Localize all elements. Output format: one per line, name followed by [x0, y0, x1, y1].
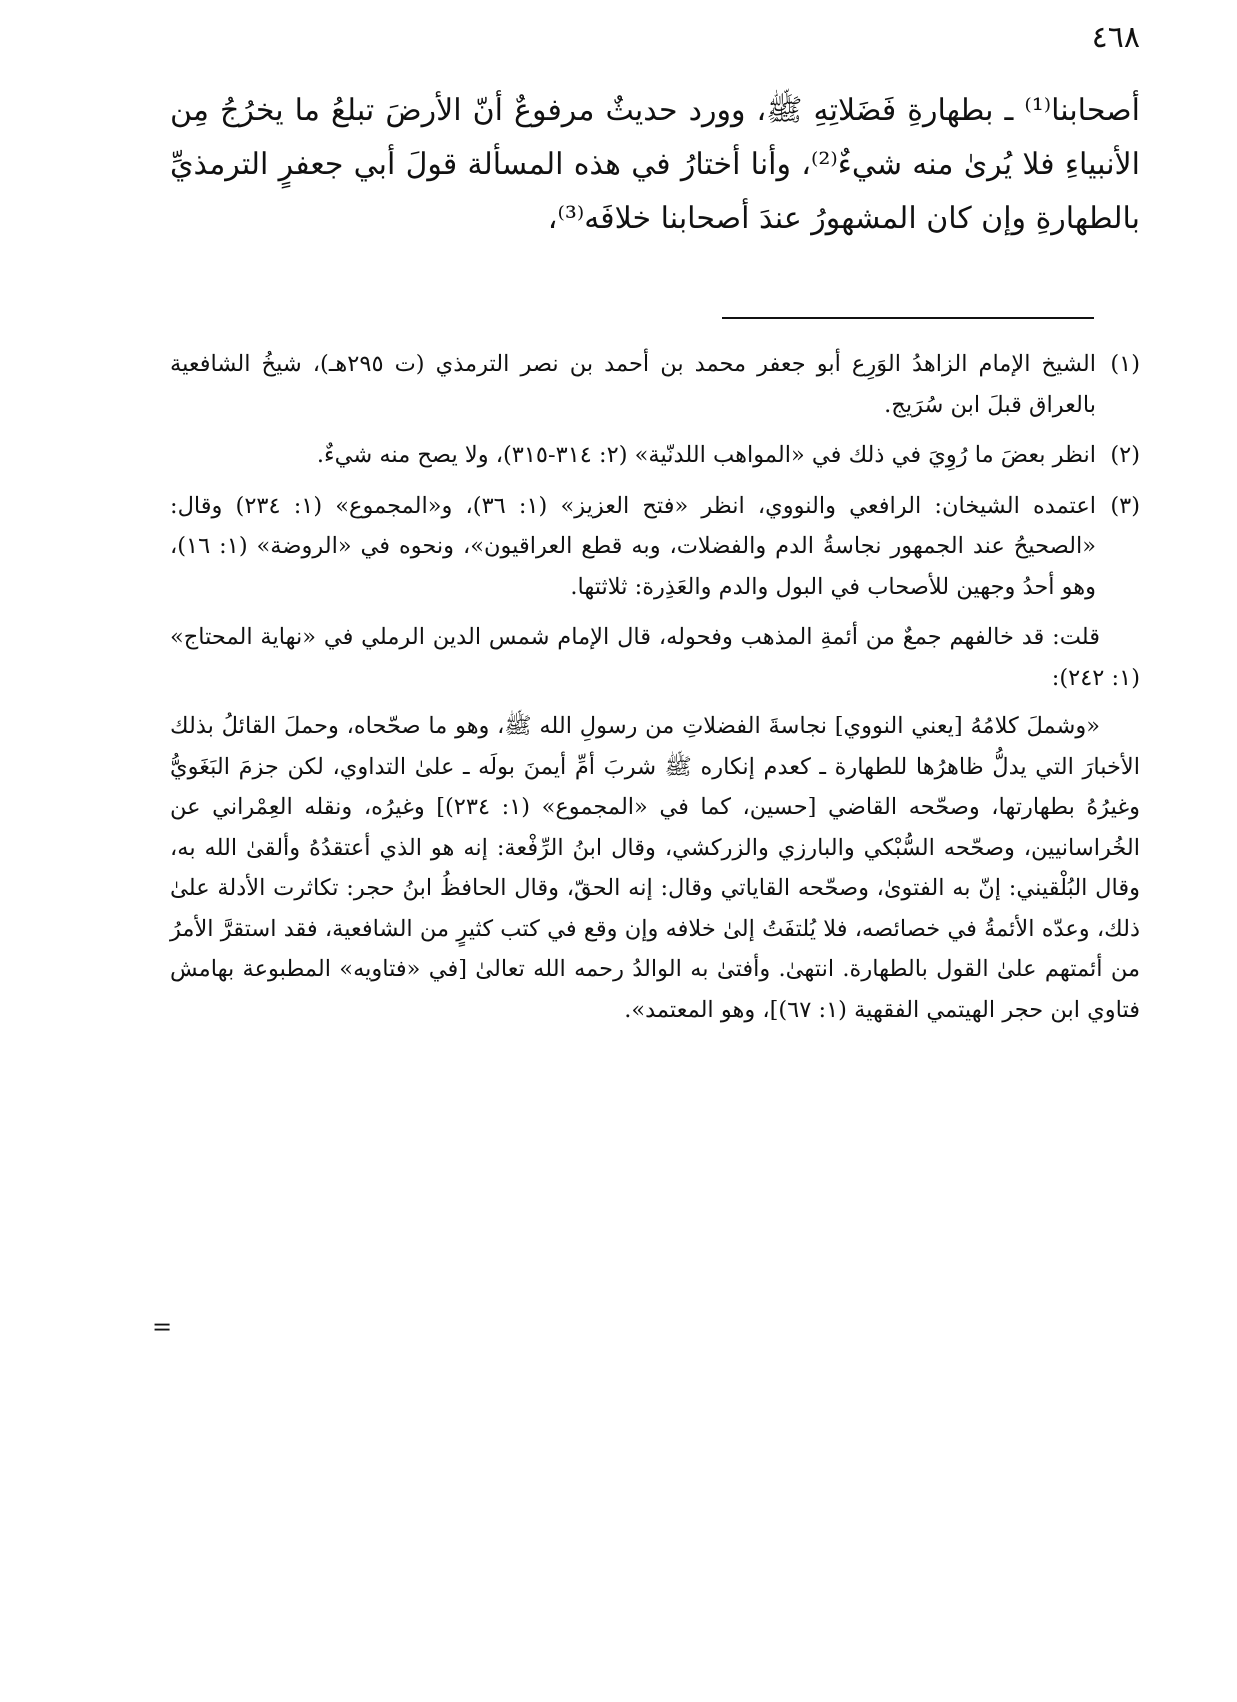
footnote-3-quotation: «وشملَ كلامُهُ [يعني النووي] نجاسةَ الفضلاتِ من رسولِ الله ﷺ، وهو ما صحّحاه، وحملَ القائلُ بذلك الأخبارَ التي يدلُّ ظاهرُها للطهارة ـ كعدم إنكاره ﷺ شربَ أمِّ أيمنَ بولَه ـ علىٰ التداوي، لكن جزمَ البَغَويُّ وغيرُهُ بطهارتها، وصحّحه القاضي [حسين، كما في «المجموع» (١: ٢٣٤)] وغيرُه، ونقله العِمْراني عن الخُراسانيين، وصحّحه السُّبْكي والبارزي والزركشي، وقال ابنُ الرِّفْعة: إنه هو الذي أعتقدُهُ وألقىٰ الله به، وقال البُلْقيني: إنّ به الفتوىٰ، وصحّحه القاياتي وقال: إنه الحقّ، وقال الحافظُ ابنُ حجر: تكاثرت الأدلة علىٰ ذلك، وعدّه الأئمةُ في خصائصه، فلا يُلتفَتُ إلىٰ خلافه وإن وقع في كتب كثيرٍ من الشافعية، فقد استقرَّ الأمرُ من أئمتهم علىٰ القول بالطهارة. انتهىٰ. وأفتىٰ به الوالدُ رحمه الله تعالىٰ [في «فتاويه» المطبوعة بهامش فتاوي ابن حجر الهيتمي الفقهية (١: ٦٧)]، وهو المعتمد».: [170, 713, 1141, 1023]
main-paragraph: أصحابنا⁽¹⁾ ـ بطهارةِ فَضَلاتِهِ ﷺ، وورد حديثٌ مرفوعٌ أنّ الأرضَ تبلعُ ما يخرُجُ مِن الأنبياءِ فلا يُرىٰ منه شيءٌ⁽²⁾، وأنا أختارُ في هذه المسألة قولَ أبي جعفرٍ الترمذيِّ بالطهارةِ وإن كان المشهورُ عندَ أصحابنا خلافَه⁽³⁾،: [170, 93, 1140, 236]
footnote-number: (١): [1110, 351, 1140, 377]
footnote-number: (٣): [1110, 492, 1140, 519]
footnote-1: [170, 344, 1140, 425]
continuation-mark: =: [152, 1313, 173, 1341]
footnote-separator-rule: [722, 317, 1094, 319]
footnote-2: [170, 435, 1140, 476]
footnotes-section: [170, 344, 1140, 1038]
page-number: ٤٦٨: [1091, 20, 1140, 55]
footnote-3-paragraph-qult: قلت: قد خالفهم جمعٌ من أئمةِ المذهب وفحوله، قال الإمام شمس الدين الرملي في «نهاية المحتاج» (١: ٢٤٢):: [170, 624, 1140, 691]
footnote-3: [170, 486, 1140, 608]
footnote-text: انظر بعضَ ما رُوِيَ في ذلك في «المواهب اللدنّية» (٢: ٣١٤-٣١٥)، ولا يصح منه شيءٌ.: [316, 442, 1096, 468]
footnote-text: الشيخ الإمام الزاهدُ الوَرِع أبو جعفر محمد بن أحمد بن نصر الترمذي (ت ٢٩٥هـ)، شيخُ الشافعية بالعراق قبلَ ابن سُرَيج.: [170, 351, 1096, 418]
footnote-text: اعتمده الشيخان: الرافعي والنووي، انظر «فتح العزيز» (١: ٣٦)، و«المجموع» (١: ٢٣٤) وقال: «الصحيحُ عند الجمهور نجاسةُ الدم والفضلات، وبه قطع العراقيون»، ونحوه في «الروضة» (١: ١٦)، وهو أحدُ وجهين للأصحاب في البول والدم والعَذِرة: ثلاثتها.: [170, 492, 1097, 600]
main-text-block: [170, 84, 1140, 246]
footnote-number: (٢): [1110, 442, 1140, 468]
